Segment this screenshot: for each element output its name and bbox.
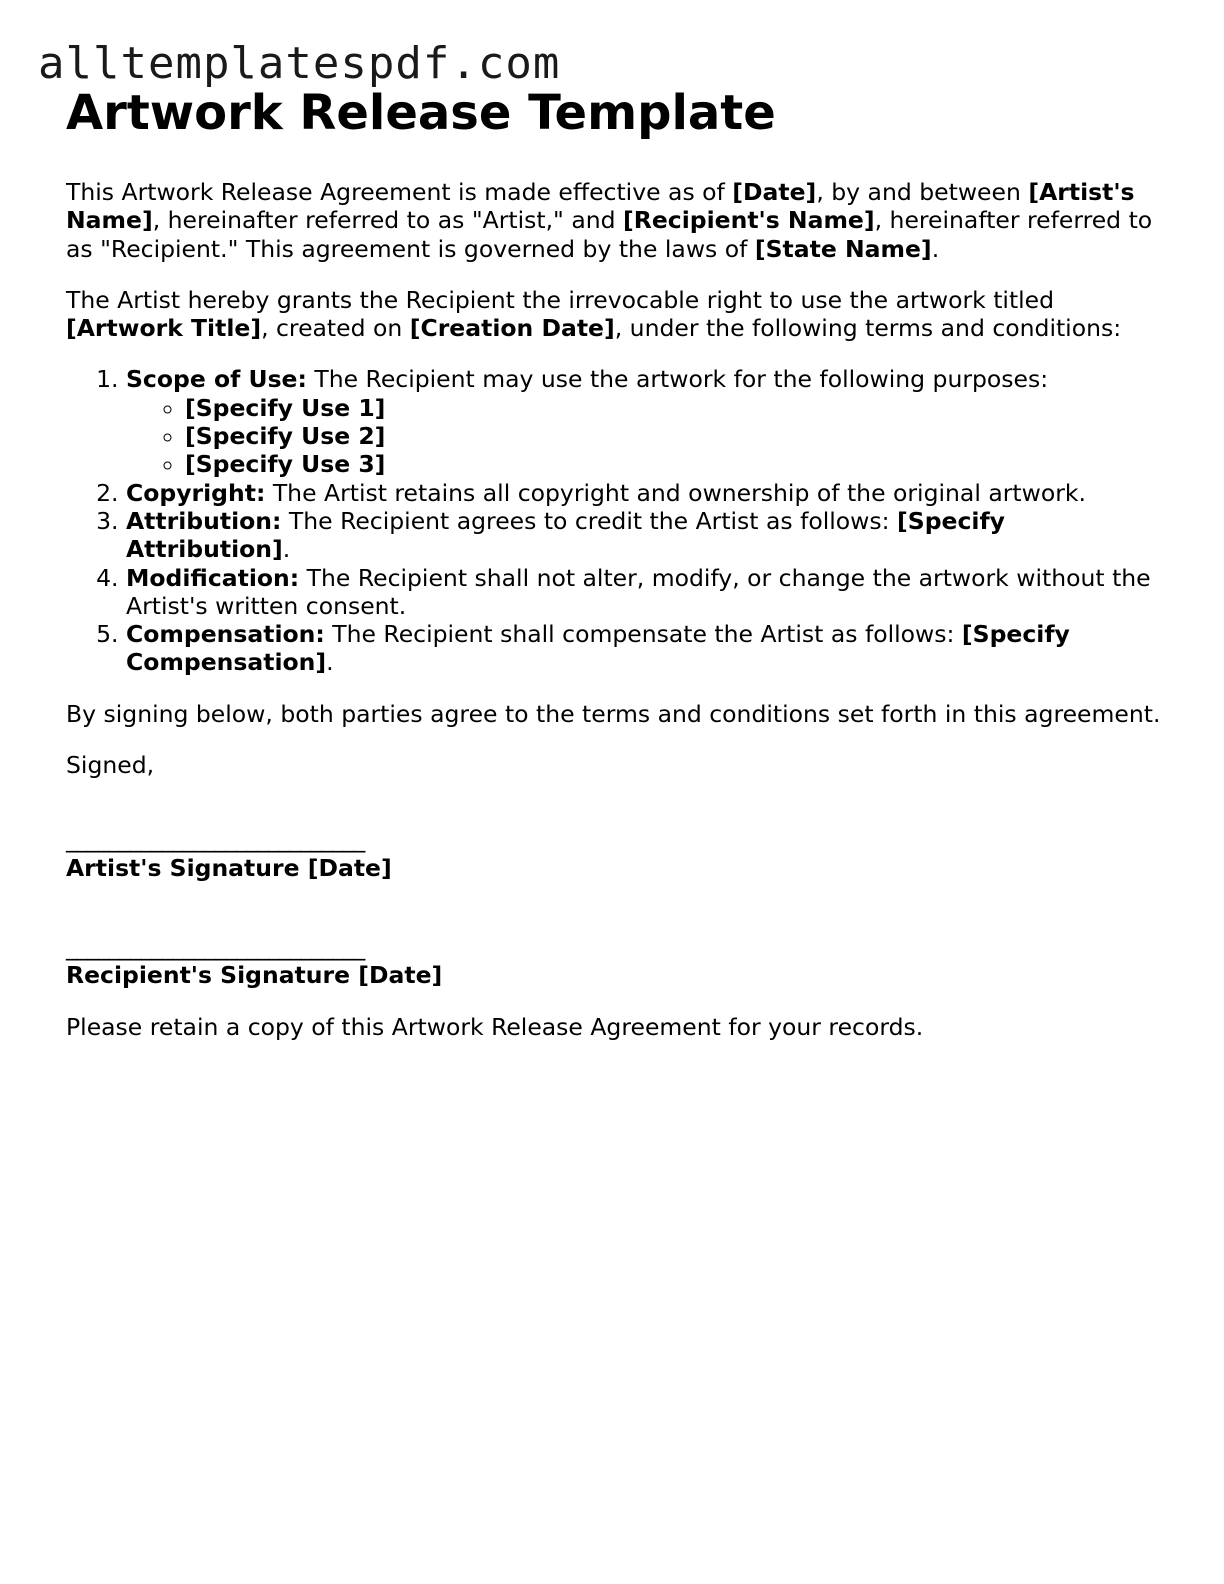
site-watermark: alltemplatespdf.com xyxy=(38,38,561,89)
term-end: . xyxy=(282,535,291,564)
grant-text-2: , created on xyxy=(261,314,410,343)
artwork-title-placeholder: [Artwork Title] xyxy=(66,314,262,343)
intro-text-1: This Artwork Release Agreement is made effective as of xyxy=(66,178,733,206)
uses-list xyxy=(126,394,1161,479)
artist-signature-line: ____________________________ xyxy=(66,825,365,854)
use-placeholder: [Specify Use 2] xyxy=(185,422,386,451)
term-text: The Recipient may use the artwork for the following purposes: xyxy=(306,365,1049,394)
signed-text: Signed, xyxy=(66,751,155,780)
term-scope-of-use xyxy=(126,365,1161,478)
document-body xyxy=(66,84,1161,1064)
document-title: Artwork Release Template xyxy=(66,85,776,141)
term-copyright xyxy=(126,479,1161,507)
term-label: Copyright: xyxy=(126,478,266,507)
use-item xyxy=(185,422,1161,450)
artist-signature-label: Artist's Signature [Date] xyxy=(66,853,392,882)
footer-note: Please retain a copy of this Artwork Release Agreement for your records. xyxy=(66,1012,924,1041)
term-text: The Recipient agrees to credit the Artist as follows: xyxy=(281,506,898,535)
term-text: The Recipient shall not alter, modify, or change the artwork without the Artist's written consent. xyxy=(126,563,1151,620)
recipient-signature-label: Recipient's Signature [Date] xyxy=(66,961,443,990)
grant-text-3: , under the following terms and conditions: xyxy=(614,314,1122,343)
creation-date-placeholder: [Creation Date] xyxy=(409,314,615,343)
term-modification xyxy=(126,564,1161,621)
use-item xyxy=(185,394,1161,422)
closing-paragraph: By signing below, both parties agree to the terms and conditions set forth in this agreement. xyxy=(66,699,1161,728)
term-label: Modification: xyxy=(126,563,300,592)
terms-list xyxy=(66,365,1161,676)
intro-text-4: , hereinafter referred to as "Recipient." This agreement is governed by the laws of xyxy=(66,206,1153,263)
term-end: . xyxy=(326,648,334,677)
artist-name-placeholder: [Artist's Name] xyxy=(66,178,1135,235)
use-placeholder: [Specify Use 1] xyxy=(185,393,386,422)
recipient-signature-line: ____________________________ xyxy=(66,932,365,961)
term-text: The Recipient shall compensate the Artist as follows: xyxy=(324,620,962,649)
compensation-placeholder: [Specify Compensation] xyxy=(126,620,1070,677)
term-label: Attribution: xyxy=(126,506,282,535)
term-compensation xyxy=(126,620,1161,677)
grant-paragraph xyxy=(66,286,1161,343)
recipient-name-placeholder: [Recipient's Name] xyxy=(623,206,875,235)
intro-text-3: , hereinafter referred to as "Artist," and xyxy=(152,206,624,235)
term-text: The Artist retains all copyright and ownership of the original artwork. xyxy=(265,478,1086,507)
recipient-signature-block xyxy=(66,933,1161,990)
artist-signature-block xyxy=(66,825,1161,882)
term-attribution xyxy=(126,507,1161,564)
use-placeholder: [Specify Use 3] xyxy=(185,450,386,479)
intro-text-5: . xyxy=(931,234,940,263)
state-name-placeholder: [State Name] xyxy=(754,234,932,263)
term-label: Compensation: xyxy=(126,620,325,649)
term-label: Scope of Use: xyxy=(126,365,307,394)
date-placeholder: [Date] xyxy=(732,178,817,206)
grant-text-1: The Artist hereby grants the Recipient the irrevocable right to use the artwork titled xyxy=(66,285,1055,314)
attribution-placeholder: [Specify Attribution] xyxy=(126,506,1005,564)
intro-paragraph xyxy=(66,178,1161,263)
use-item xyxy=(185,450,1161,478)
intro-text-2: , by and between xyxy=(816,178,1029,206)
